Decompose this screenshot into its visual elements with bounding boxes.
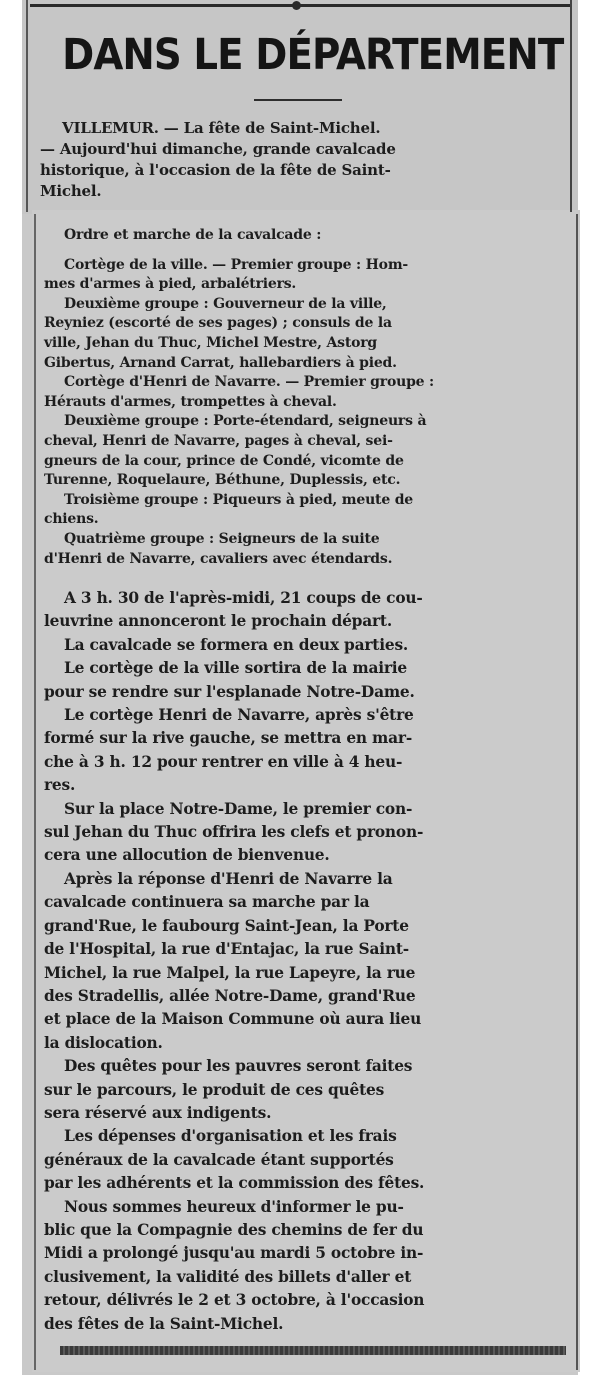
rule-ornament	[292, 1, 301, 10]
body-line: cera une allocution de bienvenue.	[44, 846, 330, 865]
order-section	[44, 226, 568, 569]
body-line: sera réservé aux indigents.	[44, 1103, 272, 1122]
body-line: par les adhérents et la commission des fêtes.	[44, 1174, 425, 1193]
order-line: Hérauts d'armes, trompettes à cheval.	[44, 393, 337, 410]
section-headline: DANS LE DÉPARTEMENT	[62, 30, 564, 80]
body-line: de l'Hospital, la rue d'Entajac, la rue Saint-	[44, 940, 409, 959]
body-line: la dislocation.	[44, 1033, 163, 1052]
order-line: Reyniez (escorté de ses pages) ; consuls de la	[44, 315, 392, 332]
order-line: cheval, Henri de Navarre, pages à cheval, sei-	[44, 432, 393, 449]
intro-line: VILLEMUR. — La fête de Saint-Michel.	[62, 119, 381, 137]
order-line: Quatrième groupe : Seigneurs de la suite	[64, 530, 380, 547]
body-line: che à 3 h. 12 pour rentrer en ville à 4 heu-	[44, 752, 403, 771]
body-line: des Stradellis, allée Notre-Dame, grand'Rue	[44, 986, 416, 1005]
headline-separator	[254, 99, 342, 101]
order-line: chiens.	[44, 511, 99, 528]
order-line: Troisième groupe : Piqueurs à pied, meute de	[64, 491, 413, 508]
body-line: leuvrine annonceront le prochain départ.	[44, 612, 392, 631]
body-line: Le cortège Henri de Navarre, après s'être	[64, 706, 414, 725]
order-line: Gibertus, Arnand Carrat, hallebardiers à pied.	[44, 354, 397, 371]
intro-paragraph	[40, 118, 562, 202]
intro-line: Michel.	[40, 182, 102, 200]
order-line: mes d'armes à pied, arbalétriers.	[44, 276, 297, 293]
intro-line: historique, à l'occasion de la fête de Saint-	[40, 161, 391, 179]
body-line: Les dépenses d'organisation et les frais	[64, 1127, 397, 1146]
body-line: des fêtes de la Saint-Michel.	[44, 1314, 284, 1333]
intro-line: — Aujourd'hui dimanche, grande cavalcade	[40, 140, 396, 158]
body-line: retour, délivrés le 2 et 3 octobre, à l'occasion	[44, 1291, 425, 1310]
body-line: généraux de la cavalcade étant supportés	[44, 1150, 394, 1169]
order-title: Ordre et marche de la cavalcade :	[64, 227, 322, 243]
body-line: pour se rendre sur l'esplanade Notre-Dame.	[44, 682, 415, 701]
body-line: Après la réponse d'Henri de Navarre la	[64, 869, 393, 888]
body-line: formé sur la rive gauche, se mettra en mar-	[44, 729, 413, 748]
column-border-left-lower	[34, 214, 36, 1370]
body-line: grand'Rue, le faubourg Saint-Jean, la Porte	[44, 916, 409, 935]
body-line: Le cortège de la ville sortira de la mairie	[64, 659, 408, 678]
order-line: d'Henri de Navarre, cavaliers avec étendards.	[44, 550, 393, 567]
bottom-rule	[60, 1346, 566, 1355]
body-line: Nous sommes heureux d'informer le pu-	[64, 1197, 404, 1216]
body-line: La cavalcade se formera en deux parties.	[64, 635, 409, 654]
article-body	[44, 587, 568, 1336]
body-line: Sur la place Notre-Dame, le premier con-	[64, 799, 413, 818]
column-border-right	[570, 0, 572, 212]
body-line: sur le parcours, le produit de ces quêtes	[44, 1080, 385, 1099]
order-line: Cortège d'Henri de Navarre. — Premier groupe :	[64, 374, 435, 391]
body-line: A 3 h. 30 de l'après-midi, 21 coups de cou-	[64, 589, 423, 607]
order-line: Deuxième groupe : Gouverneur de la ville,	[64, 295, 387, 312]
top-rule	[30, 4, 570, 7]
body-line: sul Jehan du Thuc offrira les clefs et pronon-	[44, 823, 424, 842]
order-line: gneurs de la cour, prince de Condé, vicomte de	[44, 452, 404, 469]
column-border-right-lower	[576, 214, 578, 1370]
body-line: Michel, la rue Malpel, la rue Lapeyre, la rue	[44, 963, 416, 982]
order-line: ville, Jehan du Thuc, Michel Mestre, Astorg	[44, 334, 377, 351]
body-line: Des quêtes pour les pauvres seront faites	[64, 1057, 413, 1076]
body-line: res.	[44, 776, 76, 795]
column-border-left	[26, 0, 28, 212]
body-line: blic que la Compagnie des chemins de fer du	[44, 1220, 424, 1239]
body-line: clusivement, la validité des billets d'aller et	[44, 1267, 412, 1286]
order-line: Cortège de la ville. — Premier groupe : Hom-	[64, 256, 409, 273]
body-line: et place de la Maison Commune où aura lieu	[44, 1010, 422, 1029]
body-line: cavalcade continuera sa marche par la	[44, 893, 370, 912]
order-line: Deuxième groupe : Porte-étendard, seigneurs à	[64, 413, 427, 430]
body-line: Midi a prolongé jusqu'au mardi 5 octobre in-	[44, 1244, 424, 1263]
order-line: Turenne, Roquelaure, Béthune, Duplessis, etc.	[44, 472, 401, 489]
